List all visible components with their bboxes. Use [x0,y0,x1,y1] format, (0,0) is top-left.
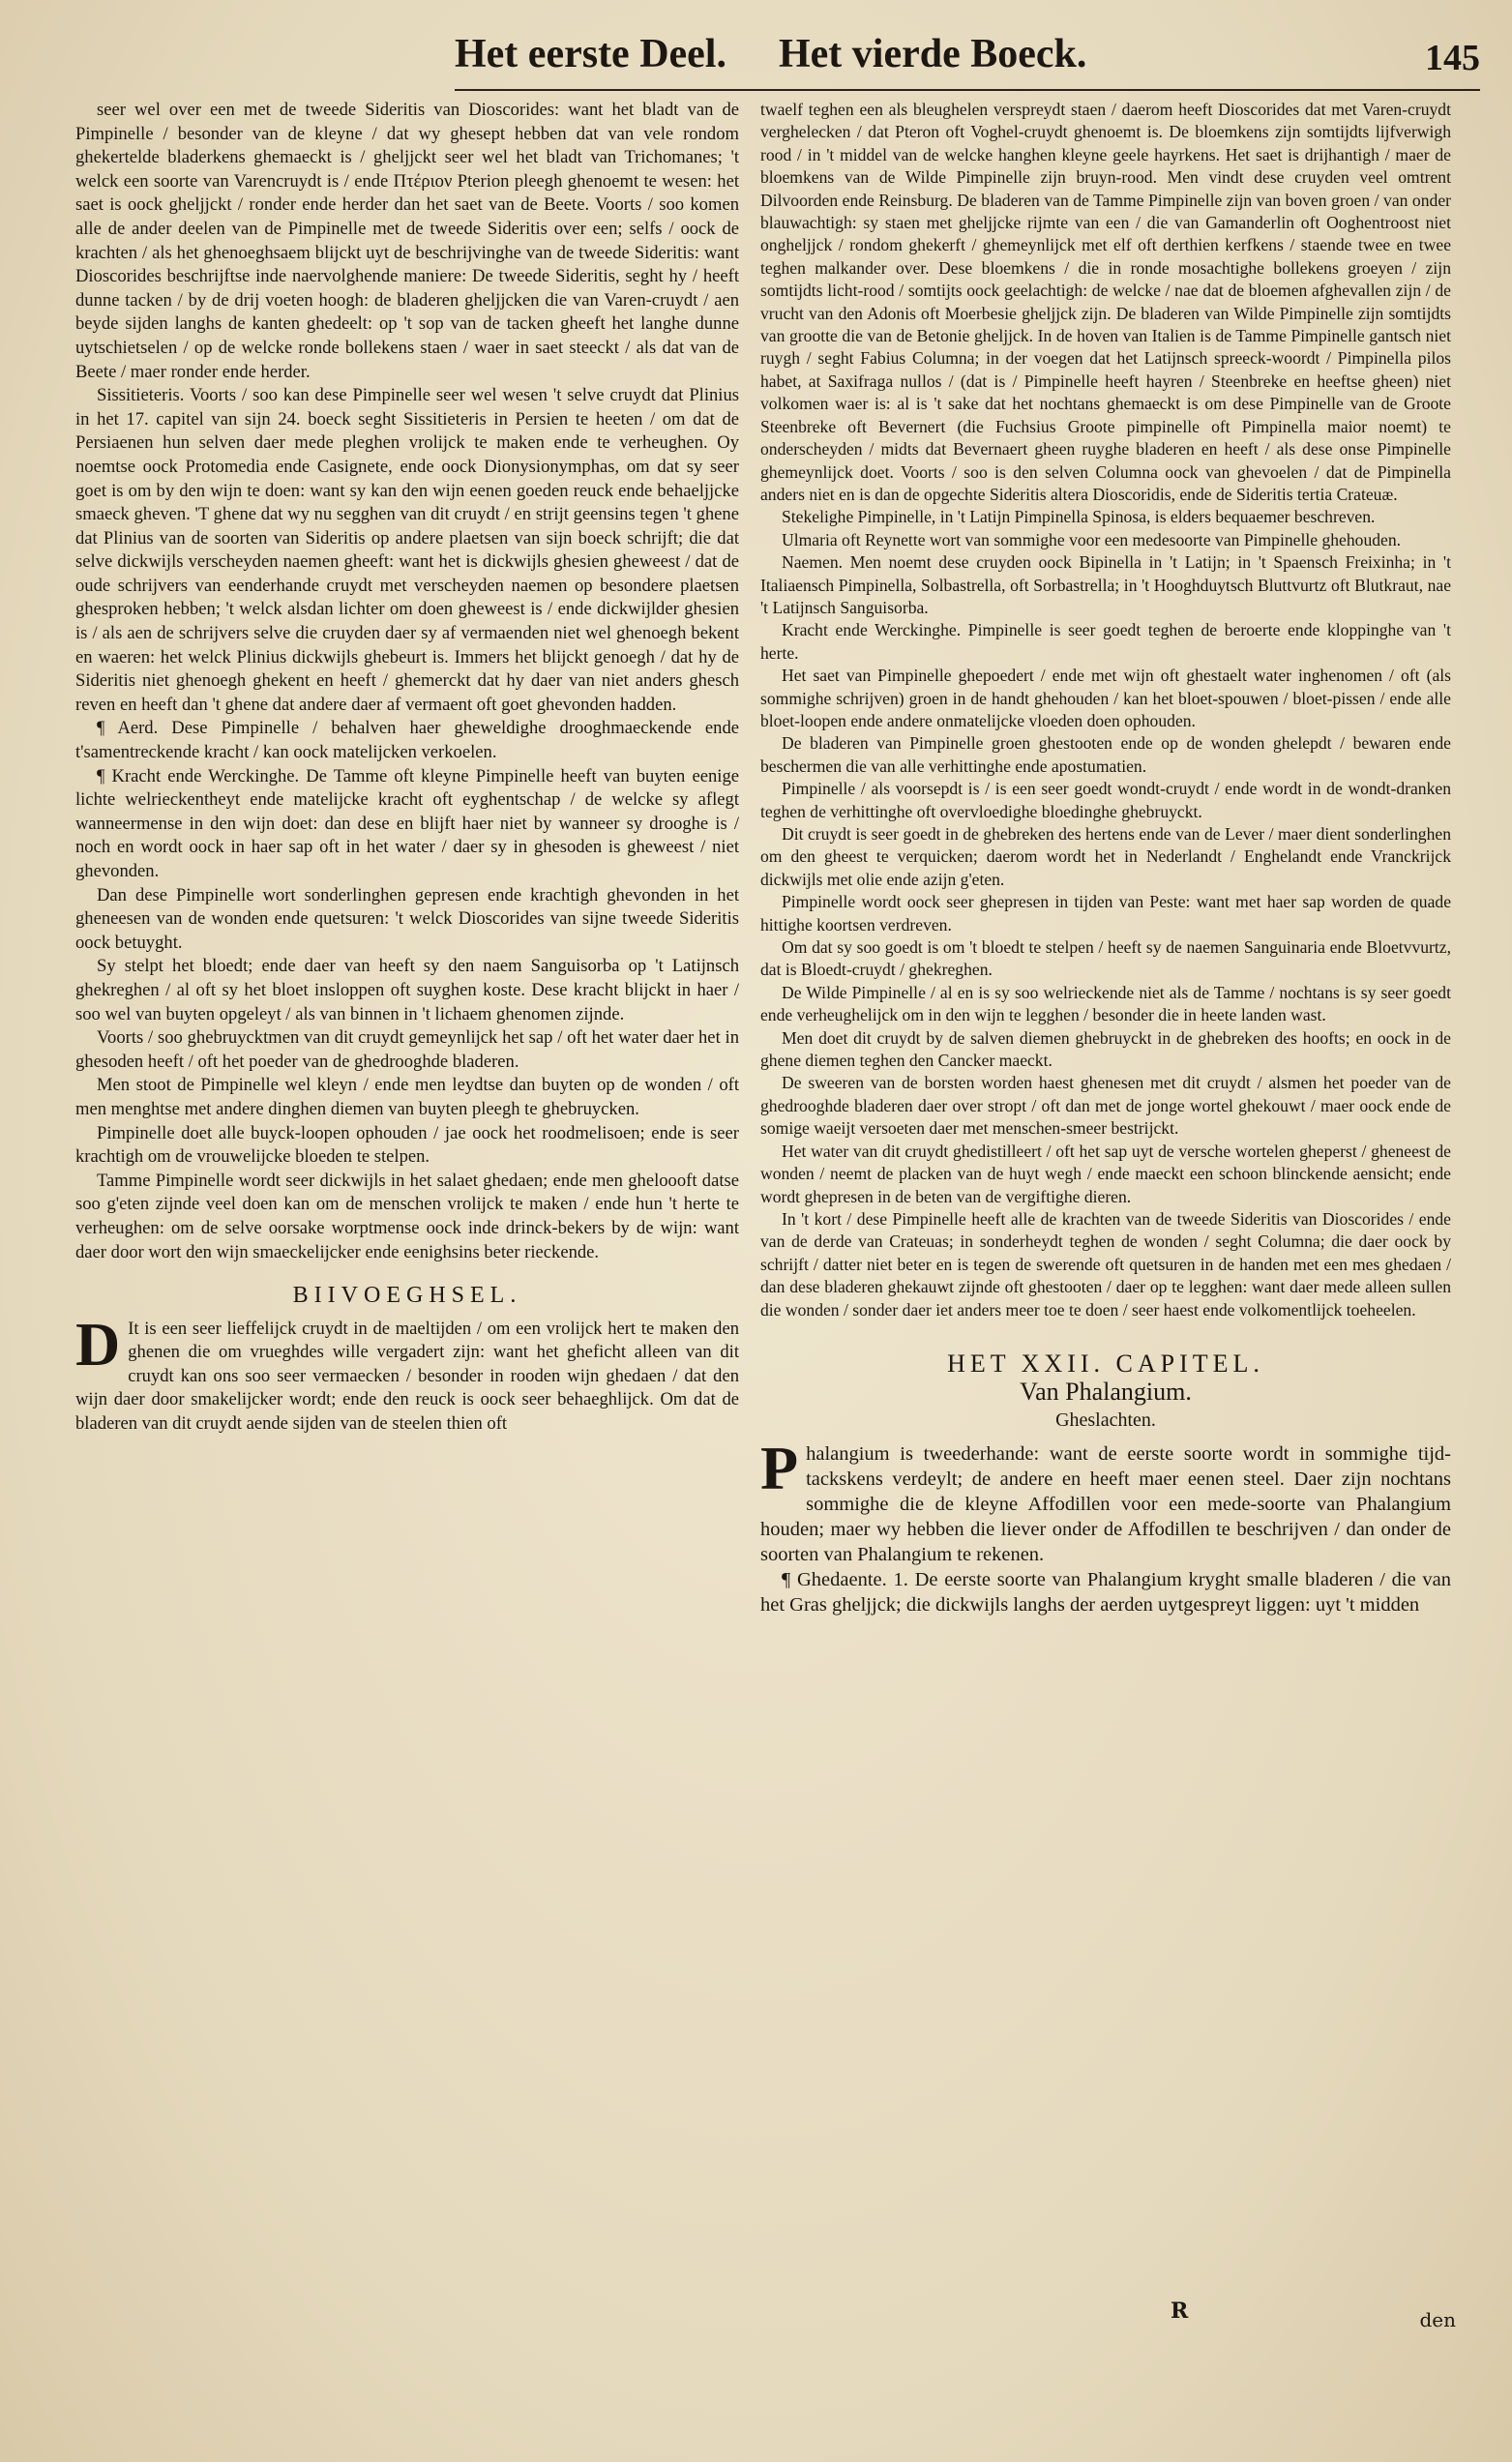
bijvoeghsel-dropcap: D [75,1309,121,1379]
bijvoeghsel-text: It is een seer lieffelijck cruydt in de maeltijden / om een vrolijck hert te maken den ghenen die om vrueghdes wille vergadert zijn: want het gheficht alleen van dit cruydt kan ons soo seer vermaecken / besonder in rooden wijn ghedaen / dat den wijn daer door smakelijcker wordt; ende den reuck is oock seer behaeghlijck. Om dat de bladeren van dit cruydt aende sijden van de steelen thien oft [75,1318,739,1435]
right-paragraph-3: Ulmaria oft Reynette wort van sommighe voor een medesoorte van Pimpinelle ghehouden. [782,529,1402,549]
left-paragraph-6: Sy stelpt het bloedt; ende daer van heeft sy den naem Sanguisorba op 't Latijnsch ghekreghen / al oft sy het bloet insloppen oft suyghen koste. Dese kracht blijckt in haer / soo wel van buyten opgeleyt / als van binnen in 't lichaem ghenomen zijnde. [75,956,739,1024]
bijvoeghsel-heading: BIIVOEGHSEL. [292,1283,522,1309]
right-paragraph-12: De Wilde Pimpinelle / al en is sy soo welrieckende niet als de Tamme / nochtans is sy seer goedt ende verheughelijck om in den wijn te legghen / besonder die in heete landen wast. [760,982,1451,1025]
right-column [760,99,1451,1617]
page-number: 145 [1425,38,1480,78]
chapter-subtitle: Van Phalangium. [1020,1378,1192,1407]
left-paragraph-5: Dan dese Pimpinelle wort sonderlinghen gepresen ende krachtigh ghevonden in het gheneesen van de wonden ende quetsuren: 't welck Dioscorides van sijne tweede Sideritis oock betuyght. [75,884,739,953]
right-paragraph-15: Het water van dit cruydt ghedistilleert / oft het sap uyt de versche wortelen gheperst / gheneest de wonden / neemt de placken van de huyt wegh / ende maeckt een schoon blinckende aensicht; ende wordt ghepresen in de beten van de vergiftighe dieren. [760,1141,1451,1206]
chapter-section-label: Gheslachten. [1055,1409,1156,1431]
signature-mark: R [1171,2299,1189,2324]
right-paragraph-16: In 't kort / dese Pimpinelle heeft alle de krachten van de tweede Sideritis van Dioscorides / ende van de derde van Crateuas; in sonderheydt teghen de wonden / seght Columna; die daer oock by schrijft / datter niet beter en is tegen de swerende oft quetsuren in de handen met een mes ghedaen / dan dese bladeren ghekauwt zijnde oft ghestooten / daer op te legghen: want daer mede alleen sullen die wonden / sonder daer iet anders meer toe te doen / seer haest ende volkomentlijck toeheelen. [760,1208,1451,1320]
right-paragraph-2: Stekelighe Pimpinelle, in 't Latijn Pimpinella Spinosa, is elders bequaemer beschreven. [782,507,1376,527]
right-paragraph-6: Het saet van Pimpinelle ghepoedert / ende met wijn oft ghestaelt water inghenomen / oft (als sommighe schrijven) groen in de handt ghehouden / kan het bloet-spouwen / bloet-pissen / ende alle bloet-loopen ende andere onmatelijcke vloeden doen ophouden. [760,666,1451,730]
right-paragraph-9: Dit cruydt is seer goedt in de ghebreken des hertens ende van de Lever / maer dient sonderlinghen om den gheest te verquicken; daerom wordt het in Nederlandt / Enghelandt ende Vranckrijck dickwijls met olie ende azijn g'eten. [760,824,1451,889]
right-paragraph-5: Kracht ende Werckinghe. Pimpinelle is seer goedt teghen de beroerte ende kloppinghe van 't herte. [760,620,1451,663]
left-paragraph-1: seer wel over een met de tweede Sideritis van Dioscorides: want het bladt van de Pimpinelle / besonder van de kleyne / dat wy ghesept hebben dat van vele rondom ghekertelde bladerkens ghemaeckt is / gheljjckt seer wel het bladt van Trichomanes; 't welck een soorte van Varencruydt is / ende Πτέριον Pterion pleegh ghenoemt te wesen: het saet is oock gheljjckt / ronder ende herder dan het saet van de Beete. Voorts / soo komen alle de ander deelen van de Pimpinelle met de tweede Sideritis over een; selfs / oock de krachten / als het ghenoeghsaem blijckt uyt de beschrijvinghe van de tweede Sideritis: want Dioscorides beschrijftse inde naervolghende maniere: De tweede Sideritis, seght hy / heeft dunne tacken / by de drij voeten hoogh: de bladeren gheljjcken die van Varen-cruydt / aen beyde sijden langhs de kanten ghedeelt: op 't sop van de tacken gheeft het langhe dunne uytschietselen / op de welcke ronde bollekens staen / waer in saet steeckt / als dat van de Beete / maer ronder ende herder. [75,100,739,382]
catchword: den [1419,2308,1456,2331]
chapter-paragraph-1 [760,1434,1451,1567]
right-paragraph-4: Naemen. Men noemt dese cruyden oock Bipinella in 't Latijn; in 't Spaensch Freixinha; in 't Italiaensch Pimpinella, Solbastrella, oft Sorbastrella; in 't Hooghduytsch Bluttvurtz oft Blutkraut, nae 't Latijnsch Sanguisorba. [760,552,1451,617]
left-paragraph-10: Tamme Pimpinelle wordt seer dickwijls in het salaet ghedaen; ende men gheloooft datse soo g'eten zijnde veel doen kan om de menschen vrolijck te maken / ende hun 't herte te verheughen: om de selve oorsake worptmense oock inde drinck-bekers by de wijn: want daer door wort den wijn smaeckelijcker ende eenighsins beter rieckende. [75,1170,739,1262]
running-header [455,31,1480,89]
header-rule [455,89,1480,91]
chapter-title: HET XXII. CAPITEL. [947,1349,1264,1378]
bijvoeghsel-paragraph [75,1309,739,1437]
right-paragraph-14: De sweeren van de borsten worden haest ghenesen met dit cruydt / alsmen het poeder van de ghedrooghde bladeren daer over stropt / oft dan met de jonge wortel ghekouwt / maer oock ende de somige waeijt versoeten daer met menschen-smeer bestrijckt. [760,1073,1451,1139]
left-paragraph-7: Voorts / soo ghebruycktmen van dit cruydt gemeynlijck het sap / oft het water daer het in ghesoden heeft / oft het poeder van de ghedrooghde bladeren. [75,1027,739,1072]
left-paragraph-2: Sissitieteris. Voorts / soo kan dese Pimpinelle seer wel wesen 't selve cruydt dat Plinius in het 17. capitel van sijn 24. boeck seght Sissitieteris in Persien te heeten / om dat de Persiaenen hun selven daer mede pleghen vrolijck te maken ende te verheughen. Oy noemtse oock Protomedia ende Casignete, ende oock Dionysionymphas, om dat sy seer goet is om by den wijn te doen: want sy kan den wijn eenen goeden reuck ende behaeljjcke smaeck gheven. 'T ghene dat wy nu segghen van dit cruydt / en strijt geensins tegen 't ghene dat Plinius van de soorten van Sideritis op andere plaetsen van sijn boeck schrijft; die dat selve dickwijls verscheyden naemen gheeft: want het is dickwijls ghesien gheweest / dat de oude schrijvers van eenderhande cruydt met verscheyden naemen op besondere plaetsen ghesproken hebben; 't welck alsdan lichter om doen gheweest is / ende dickwijlder ghesien is / als aen de schrijvers selve die cruyden daer sy af vermaenden niet wel ghenoegh bekent en waeren: het welck Plinius dickwijls ghebeurt is. Immers het blijckt genoegh / dat hy de Sideritis niet ghenoegh ghekent en heeft / ghemerckt dat hy daer van niet anders ghesch reven en heeft dan 't ghene dat andere daer af vermaent oft goet ghevonden hadden. [75,385,739,715]
right-paragraph-11: Om dat sy soo goedt is om 't bloedt te stelpen / heeft sy de naemen Sanguinaria ende Bloetvvurtz, dat is Bloedt-cruydt / ghekreghen. [760,937,1451,980]
left-paragraph-4: ¶ Kracht ende Werckinghe. De Tamme oft kleyne Pimpinelle heeft van buyten eenige lichte welrieckentheyt ende matelijcke kracht oft eyghentschap / de welcke sy aflegt wanneermense in den wijn doet: dan dese en blijft haer niet by wanneer sy drooghe is / noch en wordt oock in haer sap oft in het water / daer sy in ghesoden is gheweest / niet ghevonden. [75,765,739,881]
chapter-body [760,1434,1451,1617]
running-head-part: Het eerste Deel. [455,32,726,76]
right-paragraph-13: Men doet dit cruydt by de salven diemen ghebruyckt in de ghebreken des hoofts; en oock in de ghene diemen teghen den Cancker maeckt. [760,1027,1451,1071]
chapter-paragraph-2: ¶ Ghedaente. 1. De eerste soorte van Phalangium kryght smalle bladeren / die van het Gras gheljjck; die dickwijls langhs der aerden uytgespreyt liggen: uyt 't midden [760,1569,1451,1617]
left-column [75,99,739,1437]
chapter-dropcap: P [760,1434,799,1503]
right-paragraph-7: De bladeren van Pimpinelle groen ghestooten ende op de wonden ghelepdt / bewaren ende beschermen die van alle verhittinghe ende apostumatien. [760,733,1451,776]
left-paragraph-9: Pimpinelle doet alle buyck-loopen ophouden / jae oock het roodmelisoen; ende is seer krachtigh om de vrouwelijcke bloeden te stelpen. [75,1122,739,1168]
right-paragraph-8: Pimpinelle / als voorsepdt is / is een seer goedt wondt-cruydt / ende wordt in de wondt-dranken teghen de verhittinghe oft overvloedighe bloedinghe ghebruyckt. [760,779,1451,821]
right-paragraph-1: twaelf teghen een als bleughelen verspreydt staen / daerom heeft Dioscorides dat met Varen-cruydt verghelecken / dat Pteron oft Voghel-cruydt ghenoemt is. De bloemkens zijn somtijdts lijfverwigh rood / in 't middel van de welcke hanghen kleyne geele hayrkens. Het saet is drijhantigh / maer de bloemkens van de Wilde Pimpinelle zijn bruyn-rood. Men vindt dese cruyden veel omtrent Dilvoorden ende Reinsburg. De bladeren van de Tamme Pimpinelle zijn van boven groen / van onder blauwachtigh: sy staen met gheljjcke rijmte van een / die van Gamanderlin oft Ooghentroost niet ongheljjck / rondom ghekerft / ghemeynlijck met elf oft derthien kerfkens / staende twee en twee teghen malkander over. Dese bloemkens / die in ronde mosachtighe bollekens groeyen / zijn somtijdts licht-rood / somtijts oock geelachtigh: de welcke / nae dat de bloemen afghevallen zijn / de vrucht van den Adonis oft Moerbesie gheljjck zijn. De bladeren van Wilde Pimpinelle zijn somtijdts van grootte die van de Betonie gheljjck. In de hoven van Italien is de Tamme Pimpinelle gantsch niet ruygh / seght Fabius Columna; in der voegen dat het Latijnsch spreeck-woordt / Pimpinella pilos habet, at Saxifraga nullos / (dat is / Pimpinelle heeft hayren / Steenbreke en heeftse gheen) niet volkomen waer is: al is 't sake dat het nochtans ghemaeckt is om dese Pimpinelle van de Groote Steenbreke oft Bevernert (die Fuchsius Groote pimpinelle oft Pimpinella maior noemt) te onderscheyden / midts dat Bevernaert gheen ruyghe bladeren en heeft / als dese onse Pimpinelle ghemeynlijck doet. Voorts / soo is den selven Columna oock van ghevoelen / dat de Pimpinella anders niet en is dan de opgechte Sideritis altera Dioscoridis, ende de Sideritis tertia Crateuæ. [760,100,1451,504]
left-paragraph-3: ¶ Aerd. Dese Pimpinelle / behalven haer gheweldighe drooghmaeckende ende t'samentreckende kracht / kan oock matelijcken verkoelen. [75,718,739,763]
right-paragraph-10: Pimpinelle wordt oock seer ghepresen in tijden van Peste: want met haer sap worden de quade hittighe koortsen verdreven. [760,892,1451,934]
running-head-book: Het vierde Boeck. [779,32,1087,76]
left-paragraph-8: Men stoot de Pimpinelle wel kleyn / ende men leydtse dan buyten op de wonden / oft men menghtse met andere dinghen diemen van buyten pleegh te ghebruycken. [75,1075,739,1119]
chapter-paragraph-1-text: halangium is tweederhande: want de eerste soorte wordt in sommighe tijd-tackskens verdeylt; de andere en heeft maer eenen steel. Daer zijn nochtans sommighe die de kleyne Affodillen voor een mede-soorte van Phalangium houden; maer wy hebben die liever onder de Affodillen te beschrijven / dan onder de soorten van Phalangium te rekenen. [760,1443,1451,1566]
